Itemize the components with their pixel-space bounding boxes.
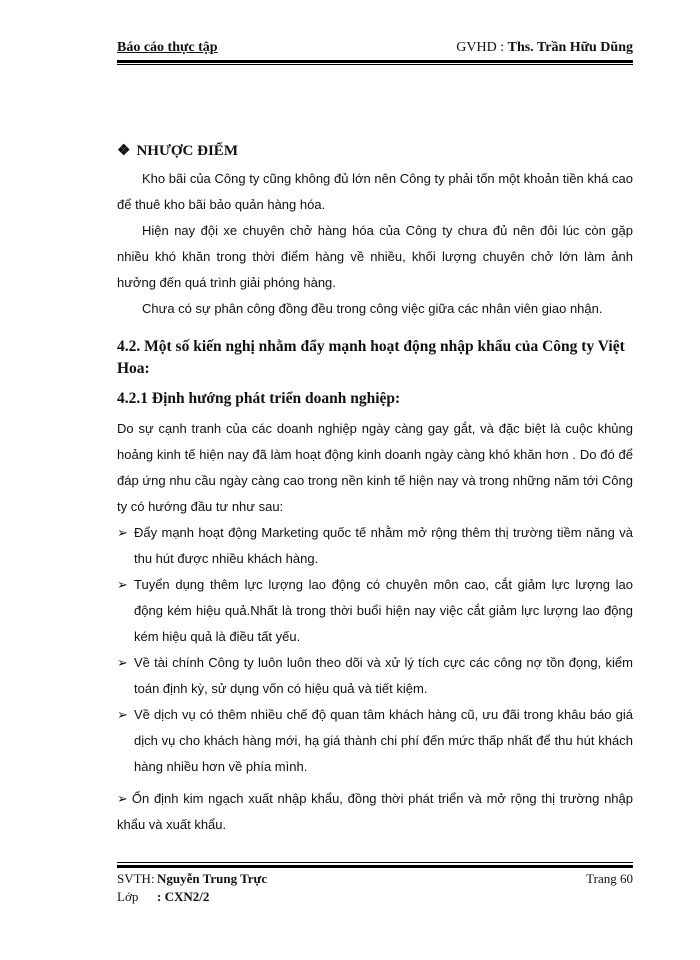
arrow-bullet-icon: ➢: [117, 791, 128, 806]
list-item: [117, 572, 633, 650]
list-item-text: Tuyển dụng thêm lực lượng lao động có chuyên môn cao, cắt giảm lực lượng lao động kém hiệu quả.Nhất là trong thời buổi hiện nay việc cắt giảm lực lượng lao động kém hiệu quả là điều tất yếu.: [134, 577, 633, 644]
supervisor-label: GVHD :: [456, 40, 508, 55]
arrow-bullet-icon: ➢: [117, 655, 128, 670]
subsection-heading: 4.2.1 Định hướng phát triển doanh nghiệp:: [117, 390, 401, 407]
list-item-text: Về tài chính Công ty luôn luôn theo dõi và xử lý tích cực các công nợ tồn đọng, kiểm toán định kỳ, sử dụng vốn có hiệu quả và tiết kiệm.: [134, 655, 633, 696]
list-item: [117, 702, 633, 780]
list-item-text: Về dịch vụ có thêm nhiều chế độ quan tâm khách hàng cũ, ưu đãi trong khâu báo giá dịch vụ cho khách hàng mới, hạ giá thành chi phí đến mức thấp nhất để thu hút khách hàng nhiều hơn về phía mình.: [134, 707, 633, 774]
student-label: SVTH:: [117, 871, 155, 886]
direction-list: [117, 520, 633, 838]
list-item-text: Đẩy mạnh hoạt động Marketing quốc tế nhằm mở rộng thêm thị trường tiềm năng và thu hút được nhiều khách hàng.: [134, 525, 633, 566]
drawback-title: NHƯỢC ĐIỂM: [136, 143, 238, 159]
list-item: [117, 650, 633, 702]
drawback-paragraph: Hiện nay đội xe chuyên chở hàng hóa của Công ty chưa đủ nên đôi lúc còn gặp nhiều khó khăn trong thời điểm hàng về nhiều, khối lượng chuyên chở lớn làm ảnh hưởng đến quá trình giải phóng hàng.: [117, 223, 633, 290]
header-rule-thick: [117, 60, 633, 63]
class-label: Lớp: [117, 889, 139, 904]
footer-rule-thick: [117, 865, 633, 868]
student-info: [117, 870, 267, 888]
intro-paragraph: Do sự cạnh tranh của các doanh nghiệp ngày càng gay gắt, và đặc biệt là cuộc khủng hoảng kinh tế hiện nay đã làm hoạt động kinh doanh ngày càng khó khăn hơn . Do đó để đáp ứng nhu cầu ngày càng cao trong nền kinh tế hiện nay và trong những năm tới Công ty có hướng đầu tư như sau:: [117, 421, 633, 514]
arrow-bullet-icon: ➢: [117, 707, 128, 722]
drawback-paragraph: Kho bãi của Công ty cũng không đủ lớn nên Công ty phải tốn một khoản tiền khá cao để thuê kho bãi bảo quản hàng hóa.: [117, 171, 633, 212]
drawback-paragraph: Chưa có sự phân công đồng đều trong công việc giữa các nhân viên giao nhận.: [142, 301, 603, 316]
footer-rule-thin: [117, 862, 633, 863]
list-item: [117, 520, 633, 572]
report-title: Báo cáo thực tập: [117, 40, 218, 55]
class-value: : CXN2/2: [157, 889, 210, 904]
student-name: Nguyễn Trung Trực: [157, 871, 268, 886]
header-rule-thin: [117, 64, 633, 65]
arrow-bullet-icon: ➢: [117, 525, 128, 540]
class-info: [117, 888, 209, 906]
diamond-bullet-icon: ❖: [117, 143, 131, 159]
supervisor: [456, 40, 633, 56]
page-number: Trang 60: [586, 871, 633, 886]
arrow-bullet-icon: ➢: [117, 577, 128, 592]
drawback-heading: [117, 140, 633, 162]
section-heading: 4.2. Một số kiến nghị nhằm đẩy mạnh hoạt động nhập khẩu của Công ty Việt Hoa:: [117, 338, 625, 377]
page-footer: [117, 870, 633, 906]
page-header: [117, 40, 633, 56]
supervisor-name: Ths. Trần Hữu Dũng: [507, 40, 633, 55]
page-body: [117, 140, 633, 838]
list-item: [117, 786, 633, 838]
list-item-text: Ổn định kim ngạch xuất nhập khẩu, đồng thời phát triển và mở rộng thị trường nhập khẩu và xuất khẩu.: [117, 791, 633, 832]
